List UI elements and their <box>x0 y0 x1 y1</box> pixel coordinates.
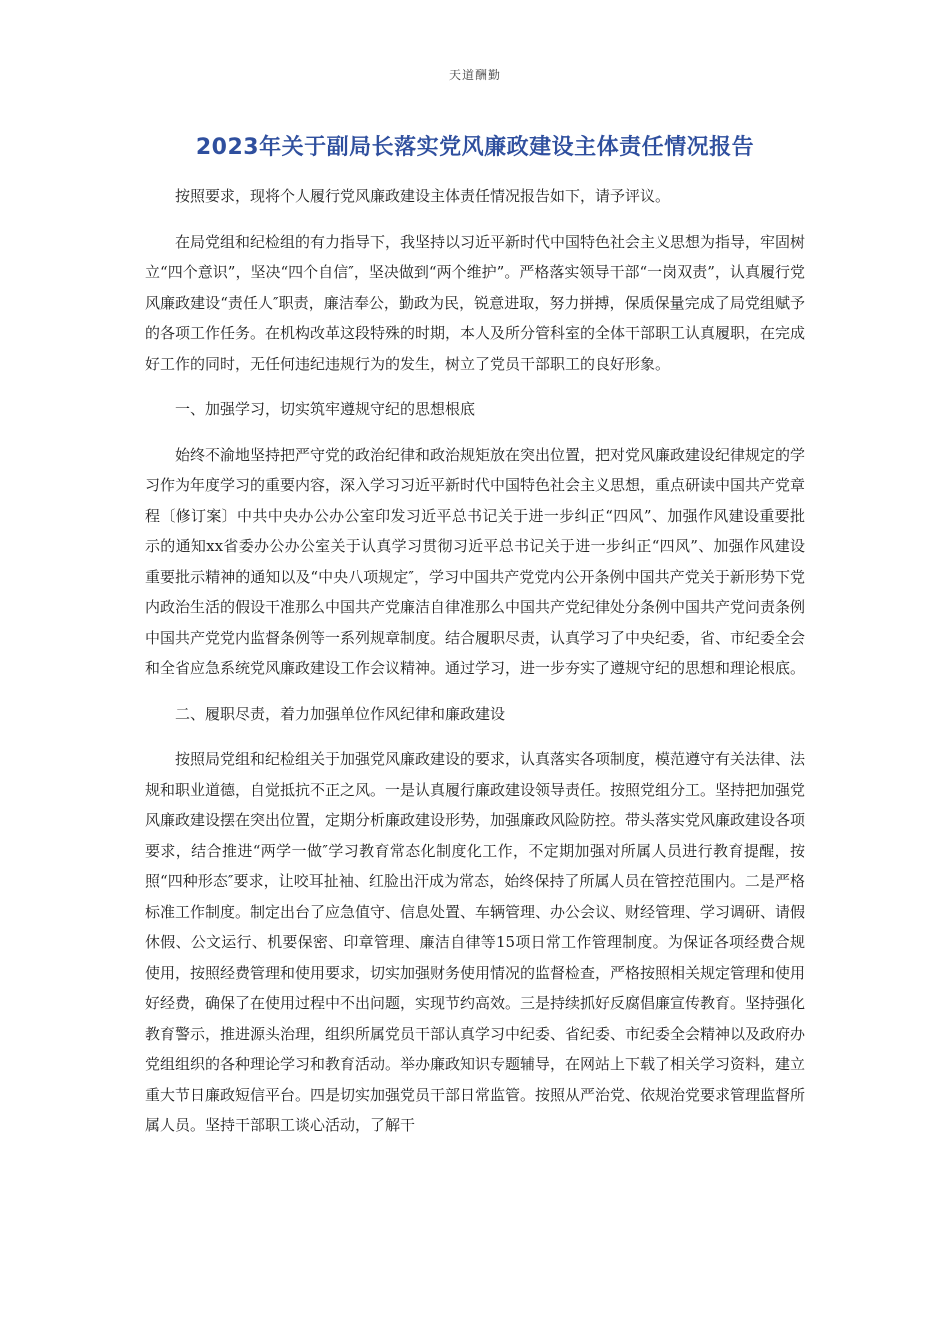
paragraph-overview: 在局党组和纪检组的有力指导下，我坚持以习近平新时代中国特色社会主义思想为指导，牢固树立“四个意识”，坚决“四个自信″，坚决做到“两个维护”。严格落实领导干部“一岗双责”，认真履行党风廉政建设“责任人″职责，廉洁奉公，勤政为民，锐意进取，努力拼搏，保质保量完成了局党组赋予的各项工作任务。在机构改革这段特殊的时期，本人及所分管科室的全体干部职工认真履职，在完成好工作的同时，无任何违纪违规行为的发生，树立了党员干部职工的良好形象。 <box>145 232 806 373</box>
page-header: 天道酬勤 <box>448 68 501 82</box>
section-heading-2: 二、履职尽责，着力加强单位作风纪律和廉政建设 <box>175 704 506 723</box>
document-body <box>145 181 805 1156</box>
paragraph-study: 始终不渝地坚持把严守党的政治纪律和政治规矩放在突出位置，把对党风廉政建设纪律规定的学习作为年度学习的重要内容，深入学习习近平新时代中国特色社会主义思想，重点研读中国共产党章程〔修订案〕中共中央办公办公室印发习近平总书记关于进一步纠正“四风”、加强作风建设重要批示的通知xx省委办公办公室关于认真学习贯彻习近平总书记关于进一步纠正“四风”、加强作风建设重要批示精神的通知以及“中央八项规定″，学习中国共产党党内公开条例中国共产党关于新形势下党内政治生活的假设干准那么中国共产党廉洁自律准那么中国共产党纪律处分条例中国共产党问责条例中国共产党党内监督条例等一系列规章制度。结合履职尽责，认真学习了中央纪委，省、市纪委全会和全省应急系统党风廉政建设工作会议精神。通过学习，进一步夯实了遵规守纪的思想和理论根底。 <box>145 445 806 677</box>
document-title: 2023年关于副局长落实党风廉政建设主体责任情况报告 <box>195 135 755 160</box>
section-heading-1: 一、加强学习，切实筑牢遵规守纪的思想根底 <box>175 400 476 418</box>
paragraph-intro: 按照要求，现将个人履行党风廉政建设主体责任情况报告如下，请予评议。 <box>175 187 671 205</box>
paragraph-duty: 按照局党组和纪检组关于加强党风廉政建设的要求，认真落实各项制度，模范遵守有关法律、法规和职业道德，自觉抵抗不正之风。一是认真履行廉政建设领导责任。按照党组分工。坚持把加强党风廉政建设摆在突出位置，定期分析廉政建设形势，加强廉政风险防控。带头落实党风廉政建设各项要求，结合推进“两学一做″学习教育常态化制度化工作，不定期加强对所属人员进行教育提醒，按照“四种形态″要求，让咬耳扯袖、红脸出汗成为常态，始终保持了所属人员在管控范围内。二是严格标准工作制度。制定出台了应急值守、信息处置、车辆管理、办公会议、财经管理、学习调研、请假休假、公文运行、机要保密、印章管理、廉洁自律等15项日常工作管理制度。为保证各项经费合规使用，按照经费管理和使用要求，切实加强财务使用情况的监督检查，严格按照相关规定管理和使用好经费，确保了在使用过程中不出问题，实现节约高效。三是持续抓好反腐倡廉宣传教育。坚持强化教育警示，推进源头治理，组织所属党员干部认真学习中纪委、省纪委、市纪委全会精神以及政府办党组组织的各种理论学习和教育活动。举办廉政知识专题辅导，在网站上下载了相关学习资料，建立重大节日廉政短信平台。四是切实加强党员干部日常监管。按照从严治党、依规治党要求管理监督所属人员。坚持干部职工谈心活动，了解干 <box>145 750 806 1134</box>
